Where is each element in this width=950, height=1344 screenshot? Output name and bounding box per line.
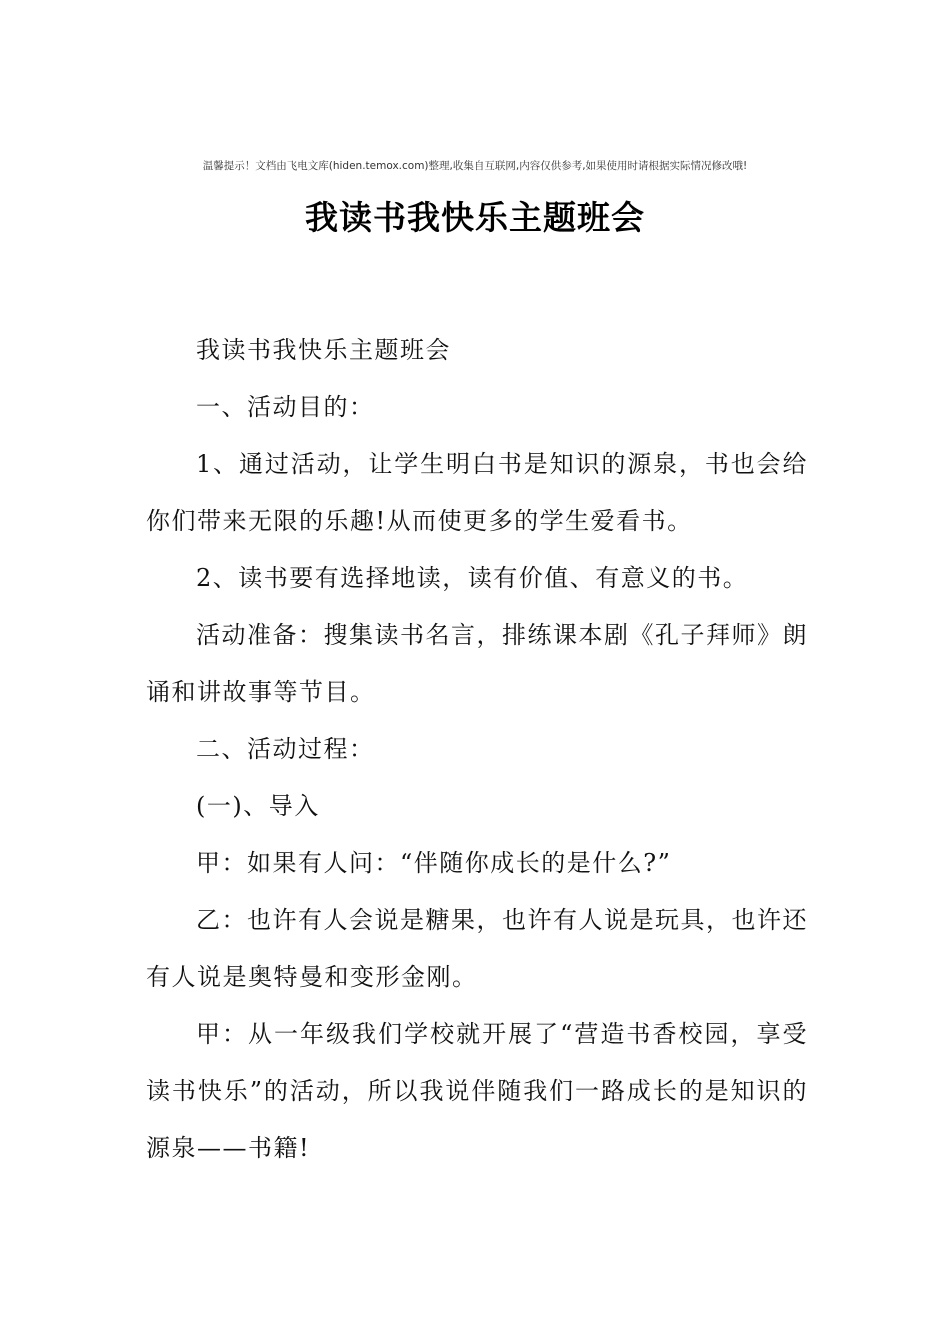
document-title: 我读书我快乐主题班会: [305, 198, 645, 237]
header-notice: 温馨提示！文档由飞电文库(hiden.temox.com)整理,收集自互联网,内容仅供参考,如果使用时请根据实际情况修改哦!: [202, 160, 748, 172]
paragraph: 一、活动目的：: [196, 393, 375, 421]
document-body: [146, 322, 808, 1177]
paragraph: 1、通过活动，让学生明白书是知识的源泉，书也会给你们带来无限的乐趣!从而使更多的学生爱看书。: [146, 450, 808, 535]
paragraph: 甲：从一年级我们学校就开展了“营造书香校园，享受读书快乐”的活动，所以我说伴随我们一路成长的是知识的源泉——书籍!: [146, 1020, 808, 1162]
paragraph: 我读书我快乐主题班会: [196, 336, 451, 364]
paragraph: 活动准备：搜集读书名言，排练课本剧《孔子拜师》朗诵和讲故事等节目。: [146, 621, 808, 706]
paragraph: 2、读书要有选择地读，读有价值、有意义的书。: [196, 564, 749, 592]
paragraph: 甲：如果有人问：“伴随你成长的是什么?”: [196, 849, 672, 877]
paragraph: 二、活动过程：: [196, 735, 375, 763]
paragraph: 乙：也许有人会说是糖果，也许有人说是玩具，也许还有人说是奥特曼和变形金刚。: [146, 906, 808, 991]
paragraph: (一)、导入: [196, 792, 320, 820]
